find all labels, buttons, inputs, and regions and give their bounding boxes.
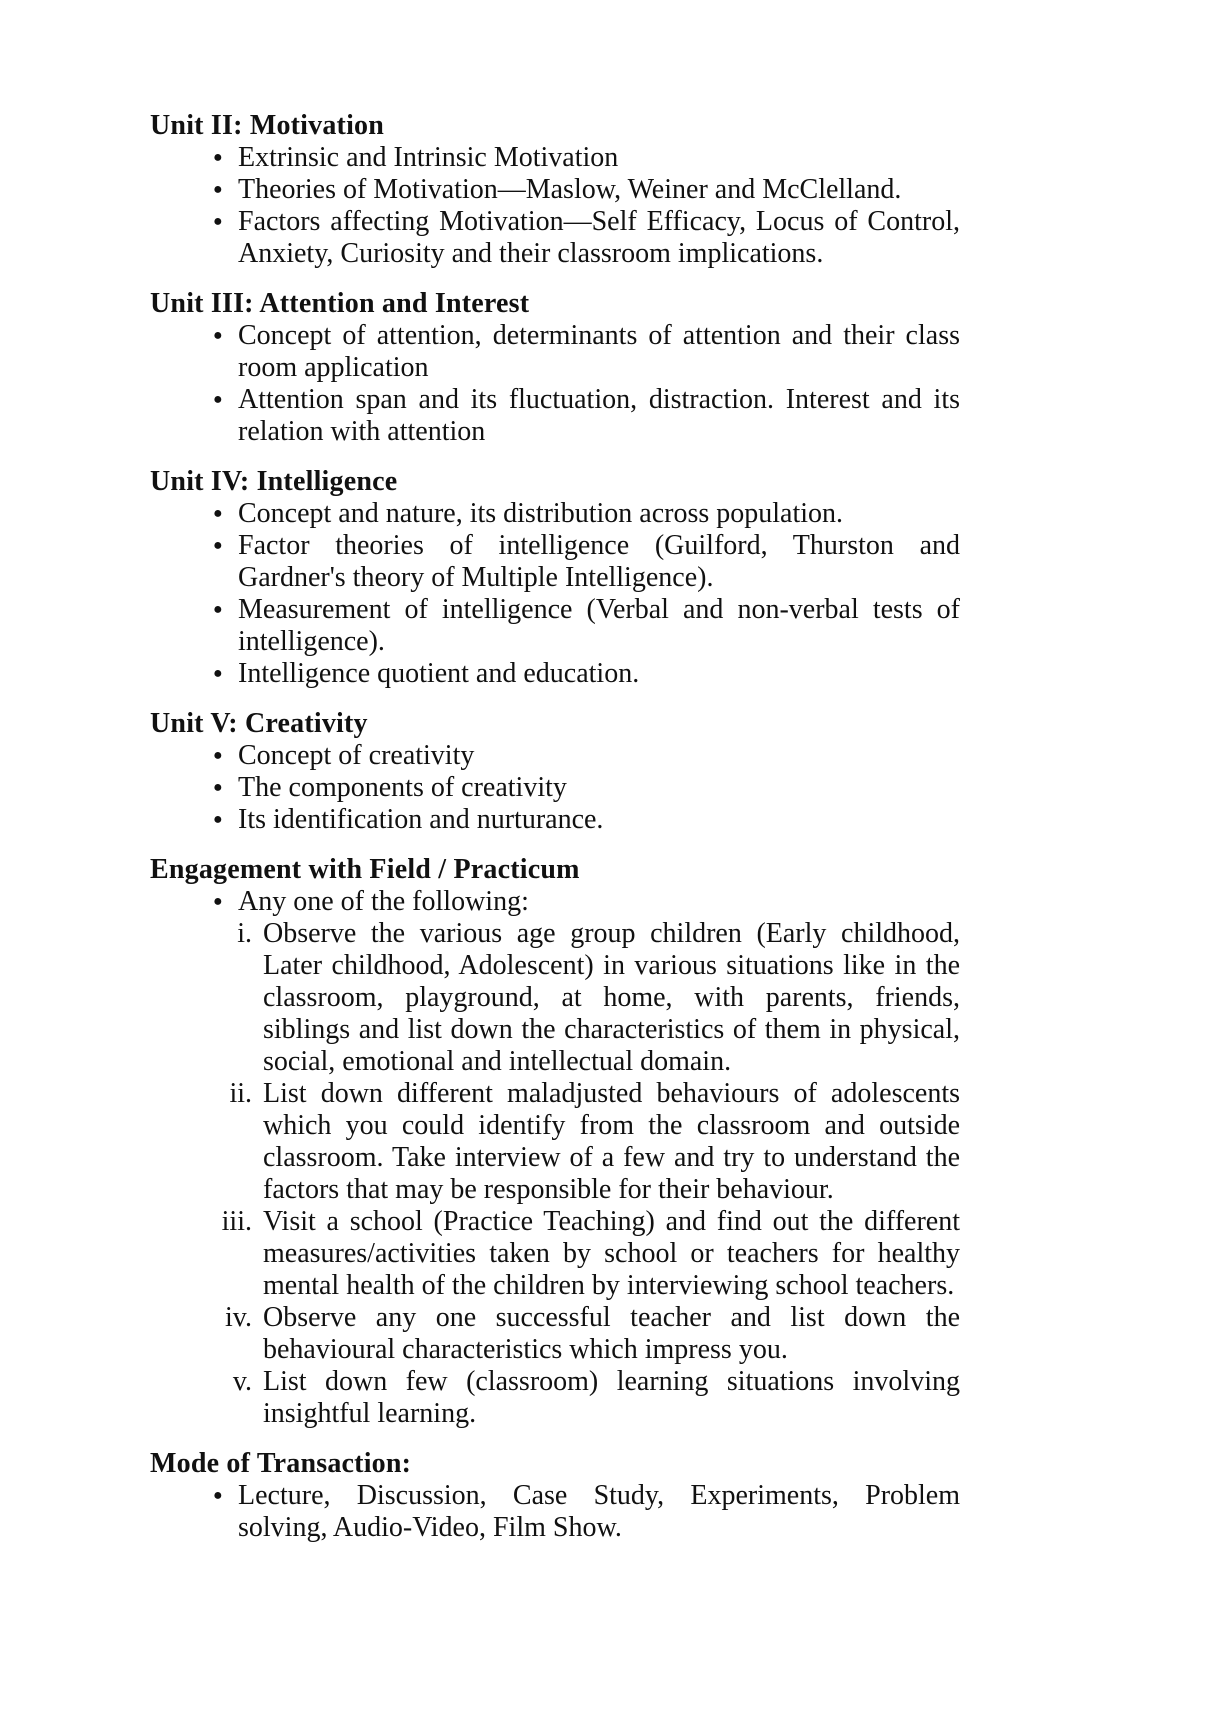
bullet-list-item	[150, 772, 960, 804]
list-item-text: Extrinsic and Intrinsic Motivation	[238, 142, 619, 173]
roman-list-item	[150, 918, 960, 1078]
bullet-list-item	[150, 142, 960, 174]
bullet-list-item	[150, 498, 960, 530]
section-heading: Unit V: Creativity	[150, 708, 368, 739]
roman-numeral-marker: iii.	[221, 1206, 252, 1237]
list-item-text: Measurement of intelligence (Verbal and non-verbal tests of intelligence).	[238, 594, 960, 657]
bullet-icon: ●	[213, 149, 223, 166]
list-item-text: Observe any one successful teacher and list down the behavioural characteristics which impress you.	[263, 1302, 960, 1365]
syllabus-section	[150, 1448, 960, 1544]
bullet-list-item	[150, 384, 960, 448]
syllabus-section	[150, 854, 960, 1430]
bullet-icon: ●	[213, 213, 223, 230]
list-item-text: Theories of Motivation—Maslow, Weiner and McClelland.	[238, 174, 902, 205]
bullet-icon: ●	[213, 327, 223, 344]
list-item-text: Attention span and its fluctuation, distraction. Interest and its relation with attention	[238, 384, 960, 447]
roman-list-item	[150, 1366, 960, 1430]
syllabus-section	[150, 110, 960, 270]
list-item-text: Visit a school (Practice Teaching) and find out the different measures/activities taken by school or teachers for healthy mental health of the children by interviewing school teachers.	[263, 1206, 960, 1301]
section-heading: Unit III: Attention and Interest	[150, 288, 530, 319]
bullet-list-item	[150, 530, 960, 594]
list-item-text: Lecture, Discussion, Case Study, Experiments, Problem solving, Audio-Video, Film Show.	[238, 1480, 960, 1543]
list-item-text: The components of creativity	[238, 772, 567, 803]
section-heading: Unit IV: Intelligence	[150, 466, 398, 497]
list-item-text: Concept of attention, determinants of attention and their class room application	[238, 320, 960, 383]
roman-list-item	[150, 1078, 960, 1206]
bullet-list-item	[150, 804, 960, 836]
roman-numeral-marker: v.	[232, 1366, 252, 1397]
bullet-list-item	[150, 174, 960, 206]
bullet-icon: ●	[213, 893, 223, 910]
bullet-list-item	[150, 740, 960, 772]
syllabus-section	[150, 708, 960, 836]
list-item-text: List down few (classroom) learning situations involving insightful learning.	[263, 1366, 960, 1429]
list-item-text: Its identification and nurturance.	[238, 804, 604, 835]
bullet-icon: ●	[213, 601, 223, 618]
syllabus-section	[150, 288, 960, 448]
list-item-text: Concept and nature, its distribution across population.	[238, 498, 844, 529]
bullet-icon: ●	[213, 1487, 223, 1504]
bullet-icon: ●	[213, 537, 223, 554]
bullet-icon: ●	[213, 779, 223, 796]
list-item-text: Factors affecting Motivation—Self Efficacy, Locus of Control, Anxiety, Curiosity and their classroom implications.	[238, 206, 960, 269]
list-item-text: Intelligence quotient and education.	[238, 658, 640, 689]
list-item-text: Any one of the following:	[238, 886, 529, 917]
bullet-icon: ●	[213, 811, 223, 828]
bullet-icon: ●	[213, 505, 223, 522]
roman-numeral-marker: i.	[237, 918, 252, 949]
roman-list-item	[150, 1302, 960, 1366]
roman-numeral-marker: iv.	[225, 1302, 252, 1333]
bullet-icon: ●	[213, 391, 223, 408]
bullet-list-item	[150, 206, 960, 270]
bullet-list-item	[150, 886, 960, 918]
roman-numeral-marker: ii.	[229, 1078, 252, 1109]
list-item-text: Factor theories of intelligence (Guilford, Thurston and Gardner's theory of Multiple Intelligence).	[238, 530, 960, 593]
list-item-text: List down different maladjusted behaviours of adolescents which you could identify from the classroom and outside classroom. Take interview of a few and try to understand the factors that may be responsible for their behaviour.	[263, 1078, 960, 1205]
section-heading: Engagement with Field / Practicum	[150, 854, 580, 885]
list-item-text: Observe the various age group children (Early childhood, Later childhood, Adolescent) in various situations like in the classroom, playground, at home, with parents, friends, siblings and list down the characteristics of them in physical, social, emotional and intellectual domain.	[263, 918, 960, 1077]
bullet-icon: ●	[213, 665, 223, 682]
roman-list-item	[150, 1206, 960, 1302]
bullet-list-item	[150, 594, 960, 658]
section-heading: Mode of Transaction:	[150, 1448, 412, 1479]
bullet-icon: ●	[213, 747, 223, 764]
bullet-list-item	[150, 658, 960, 690]
list-item-text: Concept of creativity	[238, 740, 475, 771]
bullet-list-item	[150, 1480, 960, 1544]
document-content	[150, 110, 960, 1544]
bullet-list-item	[150, 320, 960, 384]
bullet-icon: ●	[213, 181, 223, 198]
section-heading: Unit II: Motivation	[150, 110, 385, 141]
syllabus-section	[150, 466, 960, 690]
